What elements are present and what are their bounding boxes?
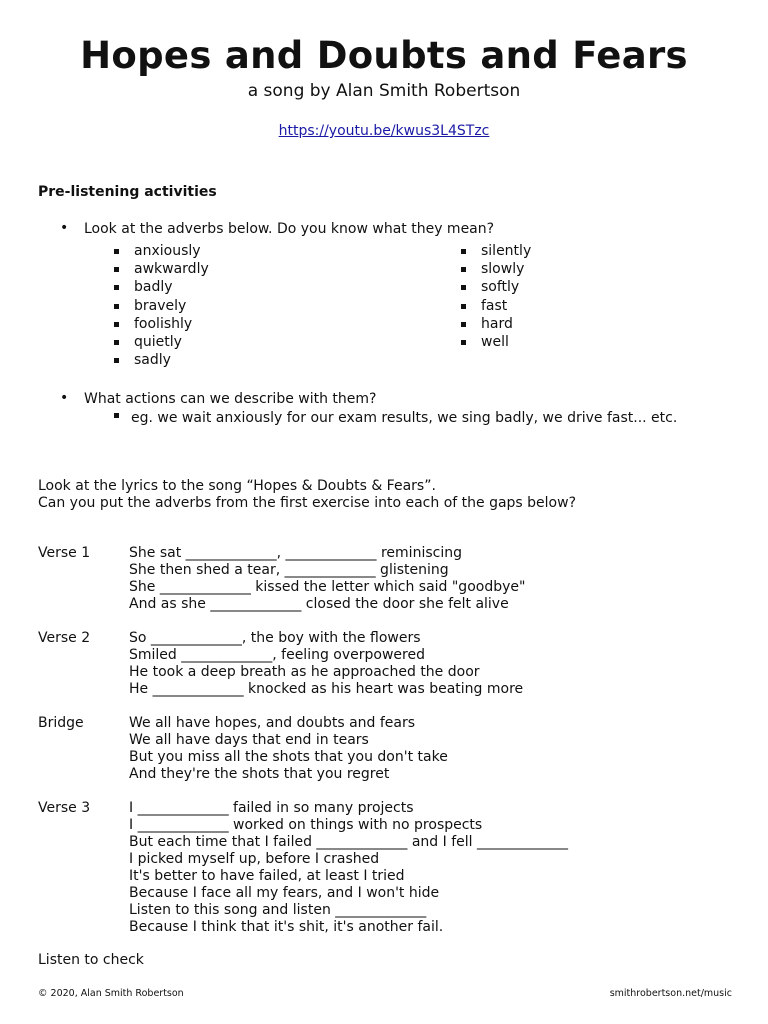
instructions xyxy=(38,478,576,512)
adverb-item xyxy=(461,315,531,333)
lyric-line: She then shed a tear, _____________ glistening xyxy=(129,562,449,578)
verse-label: Verse 2 xyxy=(38,630,91,646)
verse-label: Bridge xyxy=(38,715,84,731)
adverb-text: fast xyxy=(481,297,508,314)
lyrics xyxy=(38,545,568,953)
square-bullet-icon xyxy=(114,249,119,254)
lyric-line: It's better to have failed, at least I tried xyxy=(129,868,405,884)
section-heading: Pre-listening activities xyxy=(38,184,217,200)
bullet-icon: • xyxy=(60,220,69,236)
lyric-line: She sat _____________, _____________ reminiscing xyxy=(129,545,462,561)
square-bullet-icon xyxy=(461,285,466,290)
adverb-item xyxy=(114,242,209,260)
lyric-line: I _____________ failed in so many projects xyxy=(129,800,414,816)
adverb-item xyxy=(461,278,531,296)
question-2-example: eg. we wait anxiously for our exam results, we sing badly, we drive fast... etc. xyxy=(131,410,678,426)
lyric-line: But you miss all the shots that you don't take xyxy=(129,749,448,765)
page-title: Hopes and Doubts and Fears xyxy=(80,34,688,77)
copyright: © 2020, Alan Smith Robertson xyxy=(38,988,184,999)
verse-block xyxy=(38,630,568,698)
square-bullet-icon xyxy=(114,340,119,345)
lyric-line: And they're the shots that you regret xyxy=(129,766,390,782)
square-bullet-icon xyxy=(114,413,119,418)
adverb-text: slowly xyxy=(481,261,525,278)
lyric-line: But each time that I failed _____________ and I fell _____________ xyxy=(129,834,568,850)
lyric-line: Because I think that it's shit, it's another fail. xyxy=(129,919,444,935)
verse-label: Verse 1 xyxy=(38,545,91,561)
adverb-item xyxy=(114,315,209,333)
verse-block xyxy=(38,545,568,613)
adverb-text: bravely xyxy=(134,297,187,314)
lyric-line: I picked myself up, before I crashed xyxy=(129,851,380,867)
closing-instruction: Listen to check xyxy=(38,952,144,968)
adverb-item xyxy=(461,297,531,315)
lyric-line: We all have days that end in tears xyxy=(129,732,369,748)
verse-lines xyxy=(129,630,568,698)
lyric-line: She _____________ kissed the letter which said "goodbye" xyxy=(129,579,526,595)
square-bullet-icon xyxy=(461,304,466,309)
instruction-line: Look at the lyrics to the song “Hopes & Doubts & Fears”. xyxy=(38,478,436,494)
adverb-item xyxy=(114,351,209,369)
video-link-container xyxy=(0,123,768,139)
adverb-text: hard xyxy=(481,315,513,332)
instruction-line: Can you put the adverbs from the first exercise into each of the gaps below? xyxy=(38,495,577,511)
adverb-item xyxy=(114,333,209,351)
adverb-list-left xyxy=(114,242,209,369)
lyric-line: So _____________, the boy with the flowers xyxy=(129,630,421,646)
square-bullet-icon xyxy=(114,304,119,309)
question-2: What actions can we describe with them? xyxy=(84,391,377,407)
square-bullet-icon xyxy=(461,267,466,272)
adverb-text: softly xyxy=(481,279,520,296)
square-bullet-icon xyxy=(461,249,466,254)
adverb-text: quietly xyxy=(134,333,182,350)
square-bullet-icon xyxy=(461,340,466,345)
video-link[interactable]: https://youtu.be/kwus3L4STzc xyxy=(278,123,490,139)
verse-lines xyxy=(129,715,568,783)
verse-lines xyxy=(129,545,568,613)
question-1: Look at the adverbs below. Do you know what they mean? xyxy=(84,221,495,237)
lyric-line: Smiled _____________, feeling overpowered xyxy=(129,647,425,663)
adverb-list-right xyxy=(461,242,531,351)
verse-lines xyxy=(129,800,568,936)
verse-block xyxy=(38,800,568,936)
verse-block xyxy=(38,715,568,783)
website: smithrobertson.net/music xyxy=(609,988,732,999)
adverb-text: foolishly xyxy=(134,315,193,332)
adverb-item xyxy=(114,297,209,315)
adverb-item xyxy=(461,242,531,260)
square-bullet-icon xyxy=(114,322,119,327)
adverb-item xyxy=(461,333,531,351)
adverb-text: anxiously xyxy=(134,243,201,259)
lyric-line: Listen to this song and listen _____________ xyxy=(129,902,427,918)
square-bullet-icon xyxy=(114,285,119,290)
lyric-line: I _____________ worked on things with no prospects xyxy=(129,817,483,833)
adverb-item xyxy=(461,260,531,278)
adverb-item xyxy=(114,260,209,278)
adverb-text: sadly xyxy=(134,352,171,369)
verse-label: Verse 3 xyxy=(38,800,91,816)
lyric-line: We all have hopes, and doubts and fears xyxy=(129,715,416,731)
square-bullet-icon xyxy=(114,267,119,272)
adverb-text: well xyxy=(481,333,509,350)
page-subtitle: a song by Alan Smith Robertson xyxy=(247,81,521,101)
adverb-item xyxy=(114,278,209,296)
adverb-text: silently xyxy=(481,243,532,259)
lyric-line: And as she _____________ closed the door she felt alive xyxy=(129,596,509,612)
adverb-text: awkwardly xyxy=(134,261,209,278)
lyric-line: He took a deep breath as he approached the door xyxy=(129,664,480,680)
lyric-line: Because I face all my fears, and I won't hide xyxy=(129,885,440,901)
lyric-line: He _____________ knocked as his heart was beating more xyxy=(129,681,524,697)
bullet-icon: • xyxy=(60,390,69,406)
square-bullet-icon xyxy=(114,358,119,363)
square-bullet-icon xyxy=(461,322,466,327)
adverb-text: badly xyxy=(134,279,173,296)
